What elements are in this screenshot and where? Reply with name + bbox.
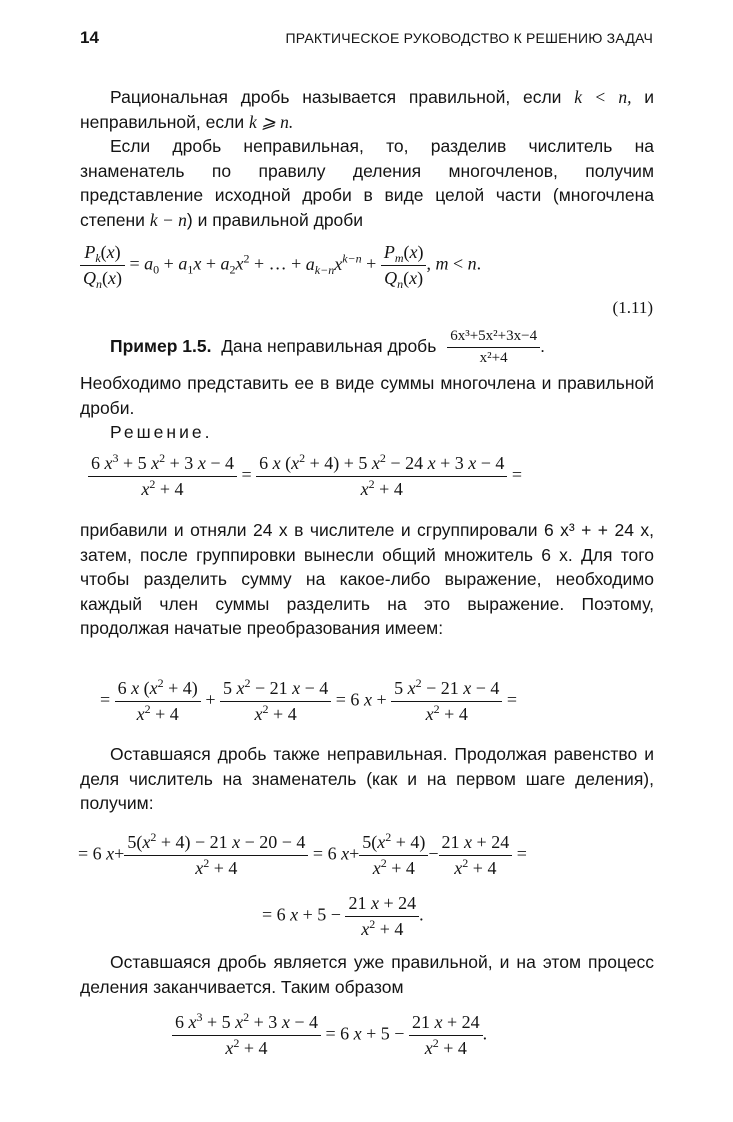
p1-text-b: и неправильной, если: [80, 87, 654, 132]
formula-step-3: = 6 x+ $\frac{5(x^2 + 4) - 21 x - 20 - 4}{x^2 + 4}$ = 6 x+ $\frac{5(x^2 + 4)}{x^2 + 4}$ − $\frac{21 x + 24}{x^2 + 4}$ =: [78, 830, 527, 878]
p1-text-a: Рациональная дробь называется правильной, если: [110, 87, 562, 107]
paragraph-continue: Оставшаяся дробь также неправильная. Продолжая равенство и деля числитель на знаменатель (как и на первом шаге деления), получим:: [80, 744, 654, 813]
example-label: Пример 1.5.: [110, 336, 212, 357]
p2-degree: k − n: [149, 209, 187, 230]
equation-number: (1.11): [612, 298, 653, 317]
example-text: Дана неправильная дробь: [221, 336, 437, 357]
formula-step-2: = $\frac{6 x (x^2 + 4)}{x^2 + 4}$ + $\frac{5 x^2 - 21 x - 4}{x^2 + 4}$ = 6 x + $\frac{5 x^2 - 21 x - 4}{x^2 + 4}$ =: [100, 676, 518, 724]
formula-step-1: $\frac{6 x^3 + 5 x^2 + 3 x - 4}{x^2 + 4}$ = $\frac{6 x (x^2 + 4) + 5 x^2 - 24 x + 3 x - 4}{x^2 + 4}$ =: [88, 453, 522, 500]
example-numerator: 6x³+5x²+3x−4: [447, 328, 540, 348]
p2-text-b: ) и правильной дроби: [186, 209, 364, 230]
paragraph-grouping: прибавили и отняли 24 x в числителе и сгруппировали 6 x³ + + 24 x, затем, после группировки вынесли общий множитель 6 x. Для того чтобы разделить сумму на какое-либо выражение, необходимо каждый член суммы разделить на это выражение. Поэтому, продолжая начатые преобразования имеем:: [80, 520, 654, 638]
p1-condition-improper: k ⩾ n.: [248, 111, 294, 132]
example-task: Необходимо представить ее в виде суммы многочлена и правильной дроби.: [80, 373, 654, 418]
page-number: 14: [80, 28, 99, 47]
paragraph-definition: [80, 85, 654, 134]
p1-condition-proper: k < n,: [574, 87, 632, 107]
p2-text-a: Если дробь неправильная, то, разделив числитель на знаменатель по правилу деления многочленов, получим представление исходной дроби в виде целой части (многочлена степени: [80, 136, 654, 230]
paragraph-conclusion: Оставшаяся дробь является уже правильной, и на этом процесс деления заканчивается. Таким образом: [80, 952, 654, 997]
example-denominator: x²+4: [479, 350, 508, 366]
solution-label: Решение.: [110, 422, 213, 442]
example-header: Пример 1.5. Дана неправильная дробь $\frac{\text{6x³+5x²+3x−4}}{\text{x²+4}}$ .: [110, 328, 545, 366]
formula-result: $\frac{6 x^3 + 5 x^2 + 3 x - 4}{x^2 + 4}$ = 6 x + 5 − $\frac{21 x + 24}{x^2 + 4}$ .: [172, 1012, 487, 1059]
formula-step-4: = 6 x + 5 − $\frac{21 x + 24}{x^2 + 4}$ .: [262, 893, 424, 939]
paragraph-division: [80, 134, 654, 232]
running-title: ПРАКТИЧЕСКОЕ РУКОВОДСТВО К РЕШЕНИЮ ЗАДАЧ: [285, 30, 653, 46]
formula-1-11: $\frac{P_k(x)}{Q_n(x)}$ = $a_0 + a_1x + a_2x^2$ + … + $a_{k-n}x^{k-n}$ + $\frac{P_m(x)}{Q_n(x)}$ , m < n.: [80, 242, 481, 289]
